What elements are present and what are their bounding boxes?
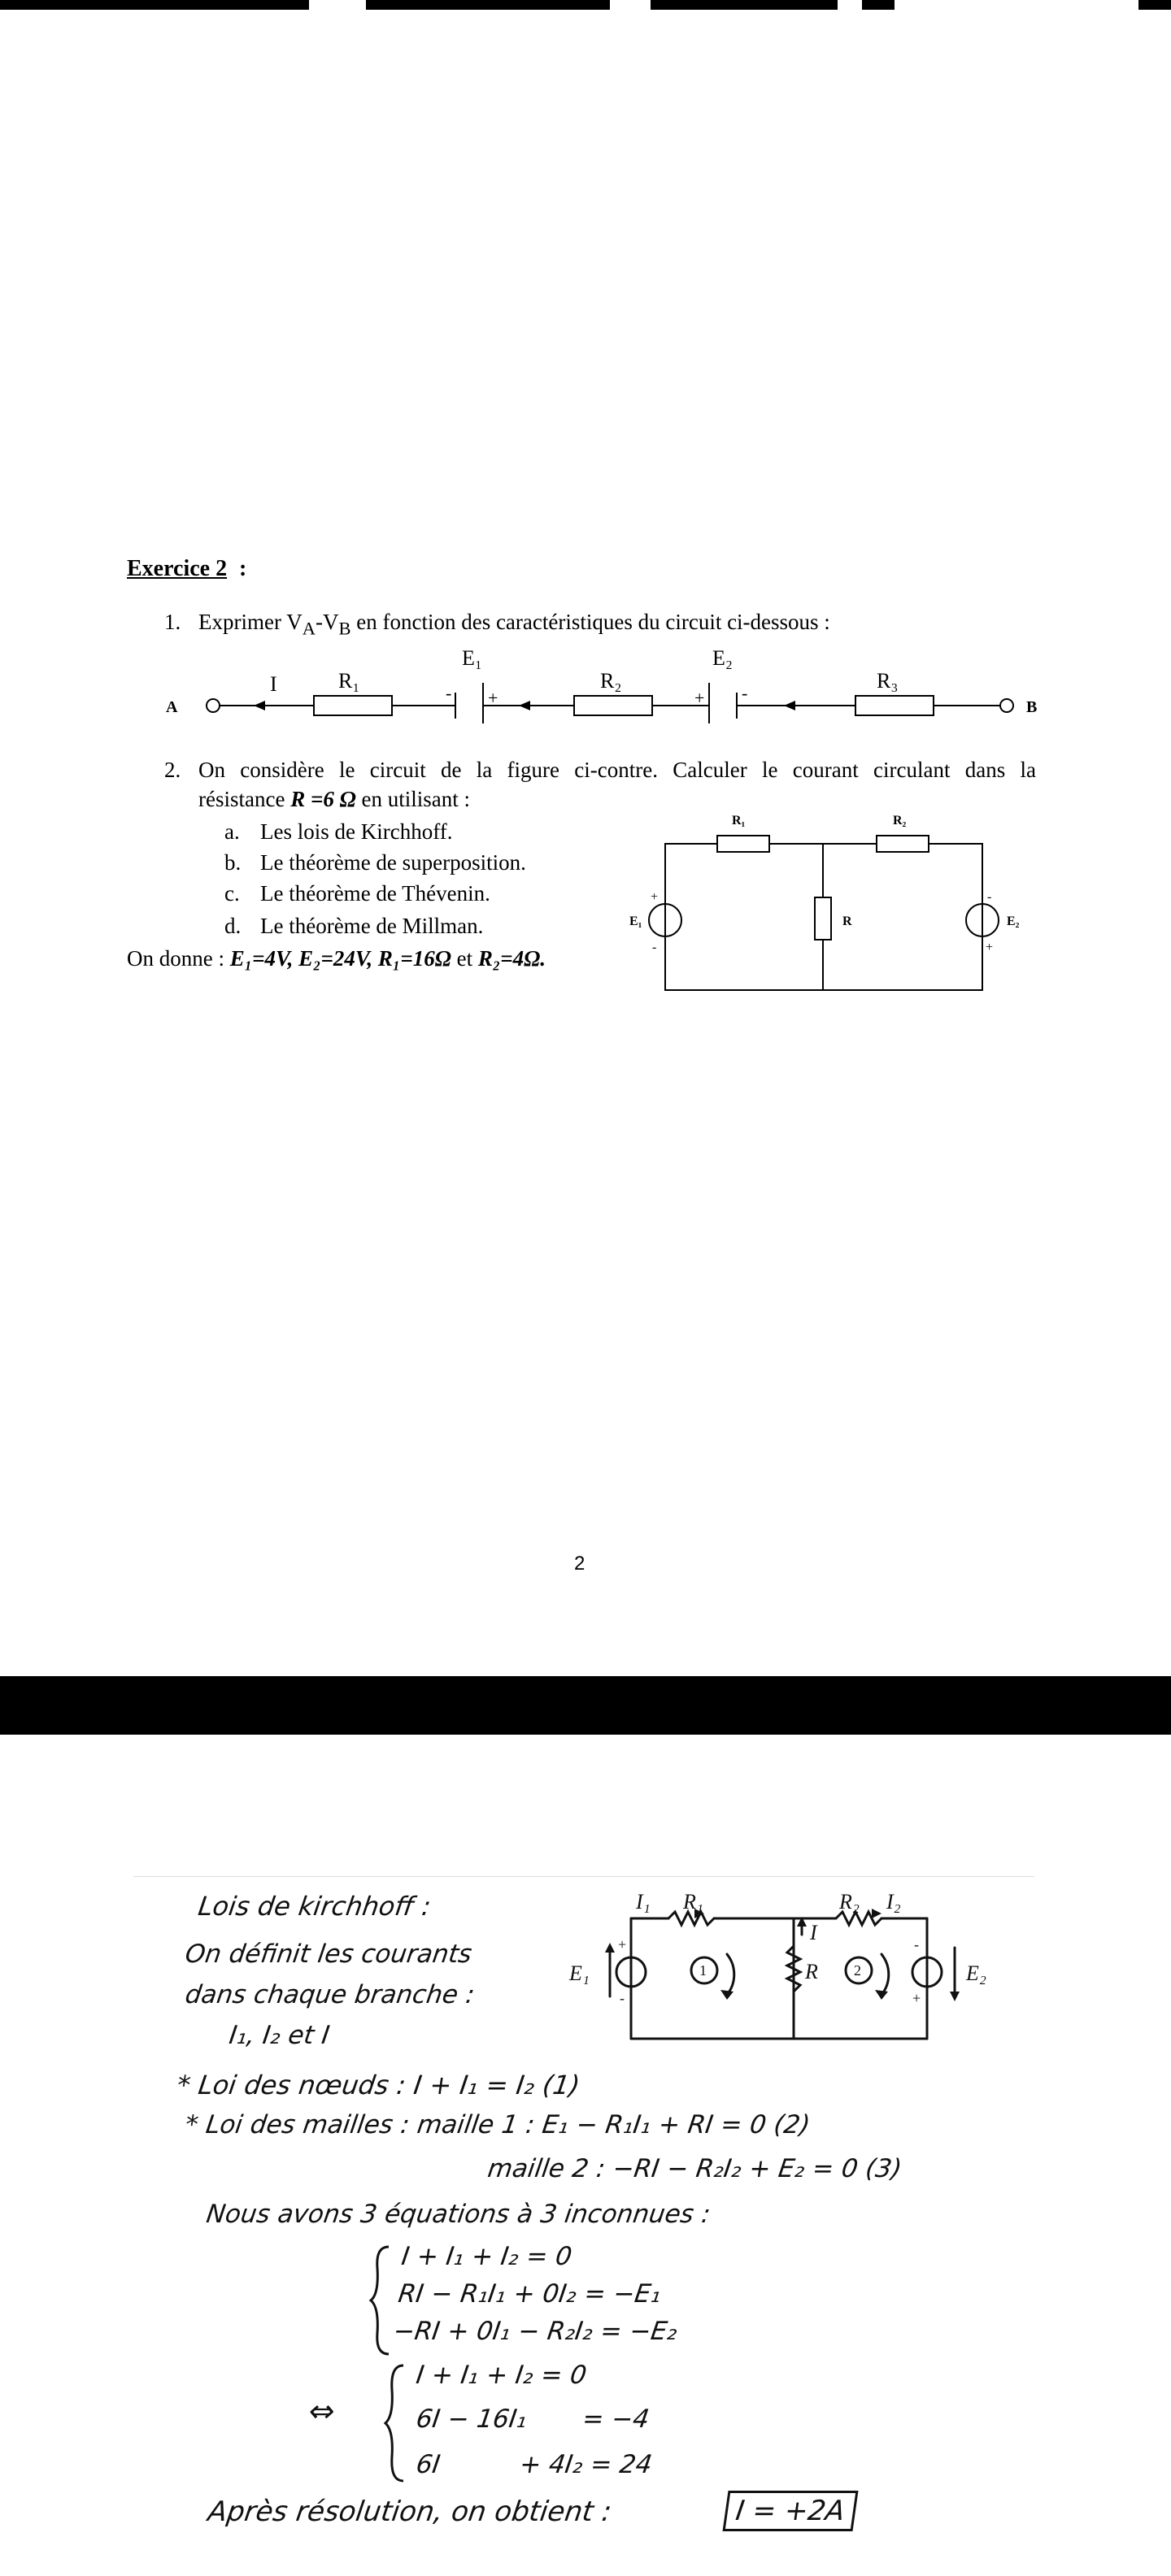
nodes-law: * Loi des nœuds : I + I₁ = I₂ (1) bbox=[175, 2070, 582, 2100]
solution-intro-1: On définit les courants bbox=[183, 1940, 474, 1969]
hw-e2-plus: + bbox=[912, 1990, 921, 2006]
method-item-d: d. Le théorème de Millman. bbox=[224, 914, 484, 938]
question-1-text: Exprimer $V_A-V_B$ en fonction des caractéristiques du circuit ci-dessous : bbox=[198, 610, 830, 639]
e2-label: E₂ bbox=[712, 646, 733, 670]
c2-e1-minus: - bbox=[652, 940, 657, 954]
question-1-number: 1. bbox=[164, 610, 181, 634]
current-i-label: I bbox=[270, 672, 277, 696]
system-2-eq-3: 6I + 4I₂ = 24 bbox=[414, 2450, 655, 2479]
solution-intro-3: I₁, I₂ et I bbox=[227, 2021, 332, 2050]
e1-plus-label: + bbox=[488, 688, 498, 708]
equivalence-icon: ⇔ bbox=[306, 2393, 337, 2429]
solution-intro-2: dans chaque branche : bbox=[183, 1980, 477, 2009]
solution-heading: Lois de kirchhoff : bbox=[196, 1891, 433, 1922]
e1-label: E₁ bbox=[462, 646, 482, 670]
conclusion-text: Après résolution, on obtient : bbox=[206, 2496, 614, 2528]
circuit-2-diagram bbox=[618, 805, 1041, 1008]
hw-r-label: R bbox=[805, 1960, 818, 1983]
hw-mesh-1-label: 1 bbox=[699, 1962, 707, 1979]
solution-circuit-diagram bbox=[561, 1884, 1016, 2047]
hw-e2-minus: - bbox=[914, 1936, 919, 1953]
system-1-eq-1: I + I₁ + I₂ = 0 bbox=[399, 2242, 574, 2271]
c2-r1-label: R₁ bbox=[732, 814, 746, 828]
exercise-title: Exercice 2 bbox=[127, 556, 228, 581]
e2-minus-label: - bbox=[742, 683, 748, 703]
hw-e2-label: E₂ bbox=[966, 1961, 986, 1985]
system-2-eq-1: I + I₁ + I₂ = 0 bbox=[414, 2361, 589, 2390]
circuit-1-diagram bbox=[146, 642, 1057, 723]
system-2-eq-2: 6I − 16I₁ = −4 bbox=[414, 2404, 651, 2434]
c2-r-label: R bbox=[842, 914, 852, 928]
c2-e1-plus: + bbox=[651, 890, 659, 904]
system-2-brace-icon bbox=[382, 2362, 407, 2484]
mesh-law-1: * Loi des mailles : maille 1 : E₁ − R₁I₁ + RI = 0 (2) bbox=[183, 2110, 812, 2139]
exercise-title-colon: : bbox=[239, 556, 247, 581]
method-item-b: b. Le théorème de superposition. bbox=[224, 850, 526, 875]
question-2-line-2: résistance R =6 Ω en utilisant : bbox=[198, 787, 470, 811]
hw-i-label: I bbox=[810, 1921, 817, 1944]
e1-minus-label: - bbox=[446, 683, 452, 703]
c2-e2-label: E₂ bbox=[1007, 914, 1020, 928]
current-arrow-i bbox=[254, 701, 265, 710]
hw-e1-plus: + bbox=[618, 1936, 627, 1953]
r1-label: R₁ bbox=[338, 669, 360, 693]
current-arrow-r2 bbox=[519, 701, 530, 710]
mesh-law-2: maille 2 : −RI − R₂I₂ + E₂ = 0 (3) bbox=[485, 2154, 904, 2183]
c2-e2-minus: - bbox=[987, 890, 992, 904]
result-box: I = +2A bbox=[722, 2491, 858, 2531]
given-values: On donne : E₁=4V, E₂=24V, R₁=16Ω et R₂=4Ω. bbox=[127, 946, 546, 971]
hw-r2-label: R₂ bbox=[839, 1890, 860, 1914]
method-item-c: c. Le théorème de Thévenin. bbox=[224, 881, 490, 906]
question-2-line-1: On considère le circuit de la figure ci-contre. Calculer le courant circulant dans la bbox=[198, 758, 1036, 782]
c2-r2-label: R₂ bbox=[893, 814, 907, 828]
e2-plus-label: + bbox=[694, 688, 705, 708]
system-1-brace-icon bbox=[368, 2244, 392, 2357]
system-1-eq-3: −RI + 0I₁ − R₂I₂ = −E₂ bbox=[391, 2317, 680, 2346]
r3-label: R₃ bbox=[877, 669, 899, 693]
question-2-number: 2. bbox=[164, 758, 181, 782]
hw-i1-label: I₁ bbox=[636, 1890, 651, 1914]
hw-r1-label: R₁ bbox=[683, 1890, 703, 1914]
c2-e1-label: E₁ bbox=[629, 914, 642, 928]
page-number: 2 bbox=[574, 1553, 586, 1575]
current-arrow-r3 bbox=[784, 701, 795, 710]
method-item-a: a. Les lois de Kirchhoff. bbox=[224, 819, 453, 844]
hw-e1-label: E₁ bbox=[569, 1961, 590, 1985]
hw-i2-label: I₂ bbox=[886, 1890, 901, 1914]
top-page-edge bbox=[0, 0, 1171, 10]
node-b-label: B bbox=[1026, 698, 1038, 716]
node-a-label: A bbox=[166, 698, 178, 716]
page-separator bbox=[0, 1676, 1171, 1735]
hw-e1-minus: - bbox=[620, 1990, 625, 2006]
hw-mesh-2-label: 2 bbox=[854, 1962, 861, 1979]
c2-e2-plus: + bbox=[986, 940, 994, 954]
system-1-eq-2: RI − R₁I₁ + 0I₂ = −E₁ bbox=[396, 2279, 664, 2309]
system-intro: Nous avons 3 équations à 3 inconnues : bbox=[204, 2200, 712, 2229]
r2-label: R₂ bbox=[600, 669, 622, 693]
